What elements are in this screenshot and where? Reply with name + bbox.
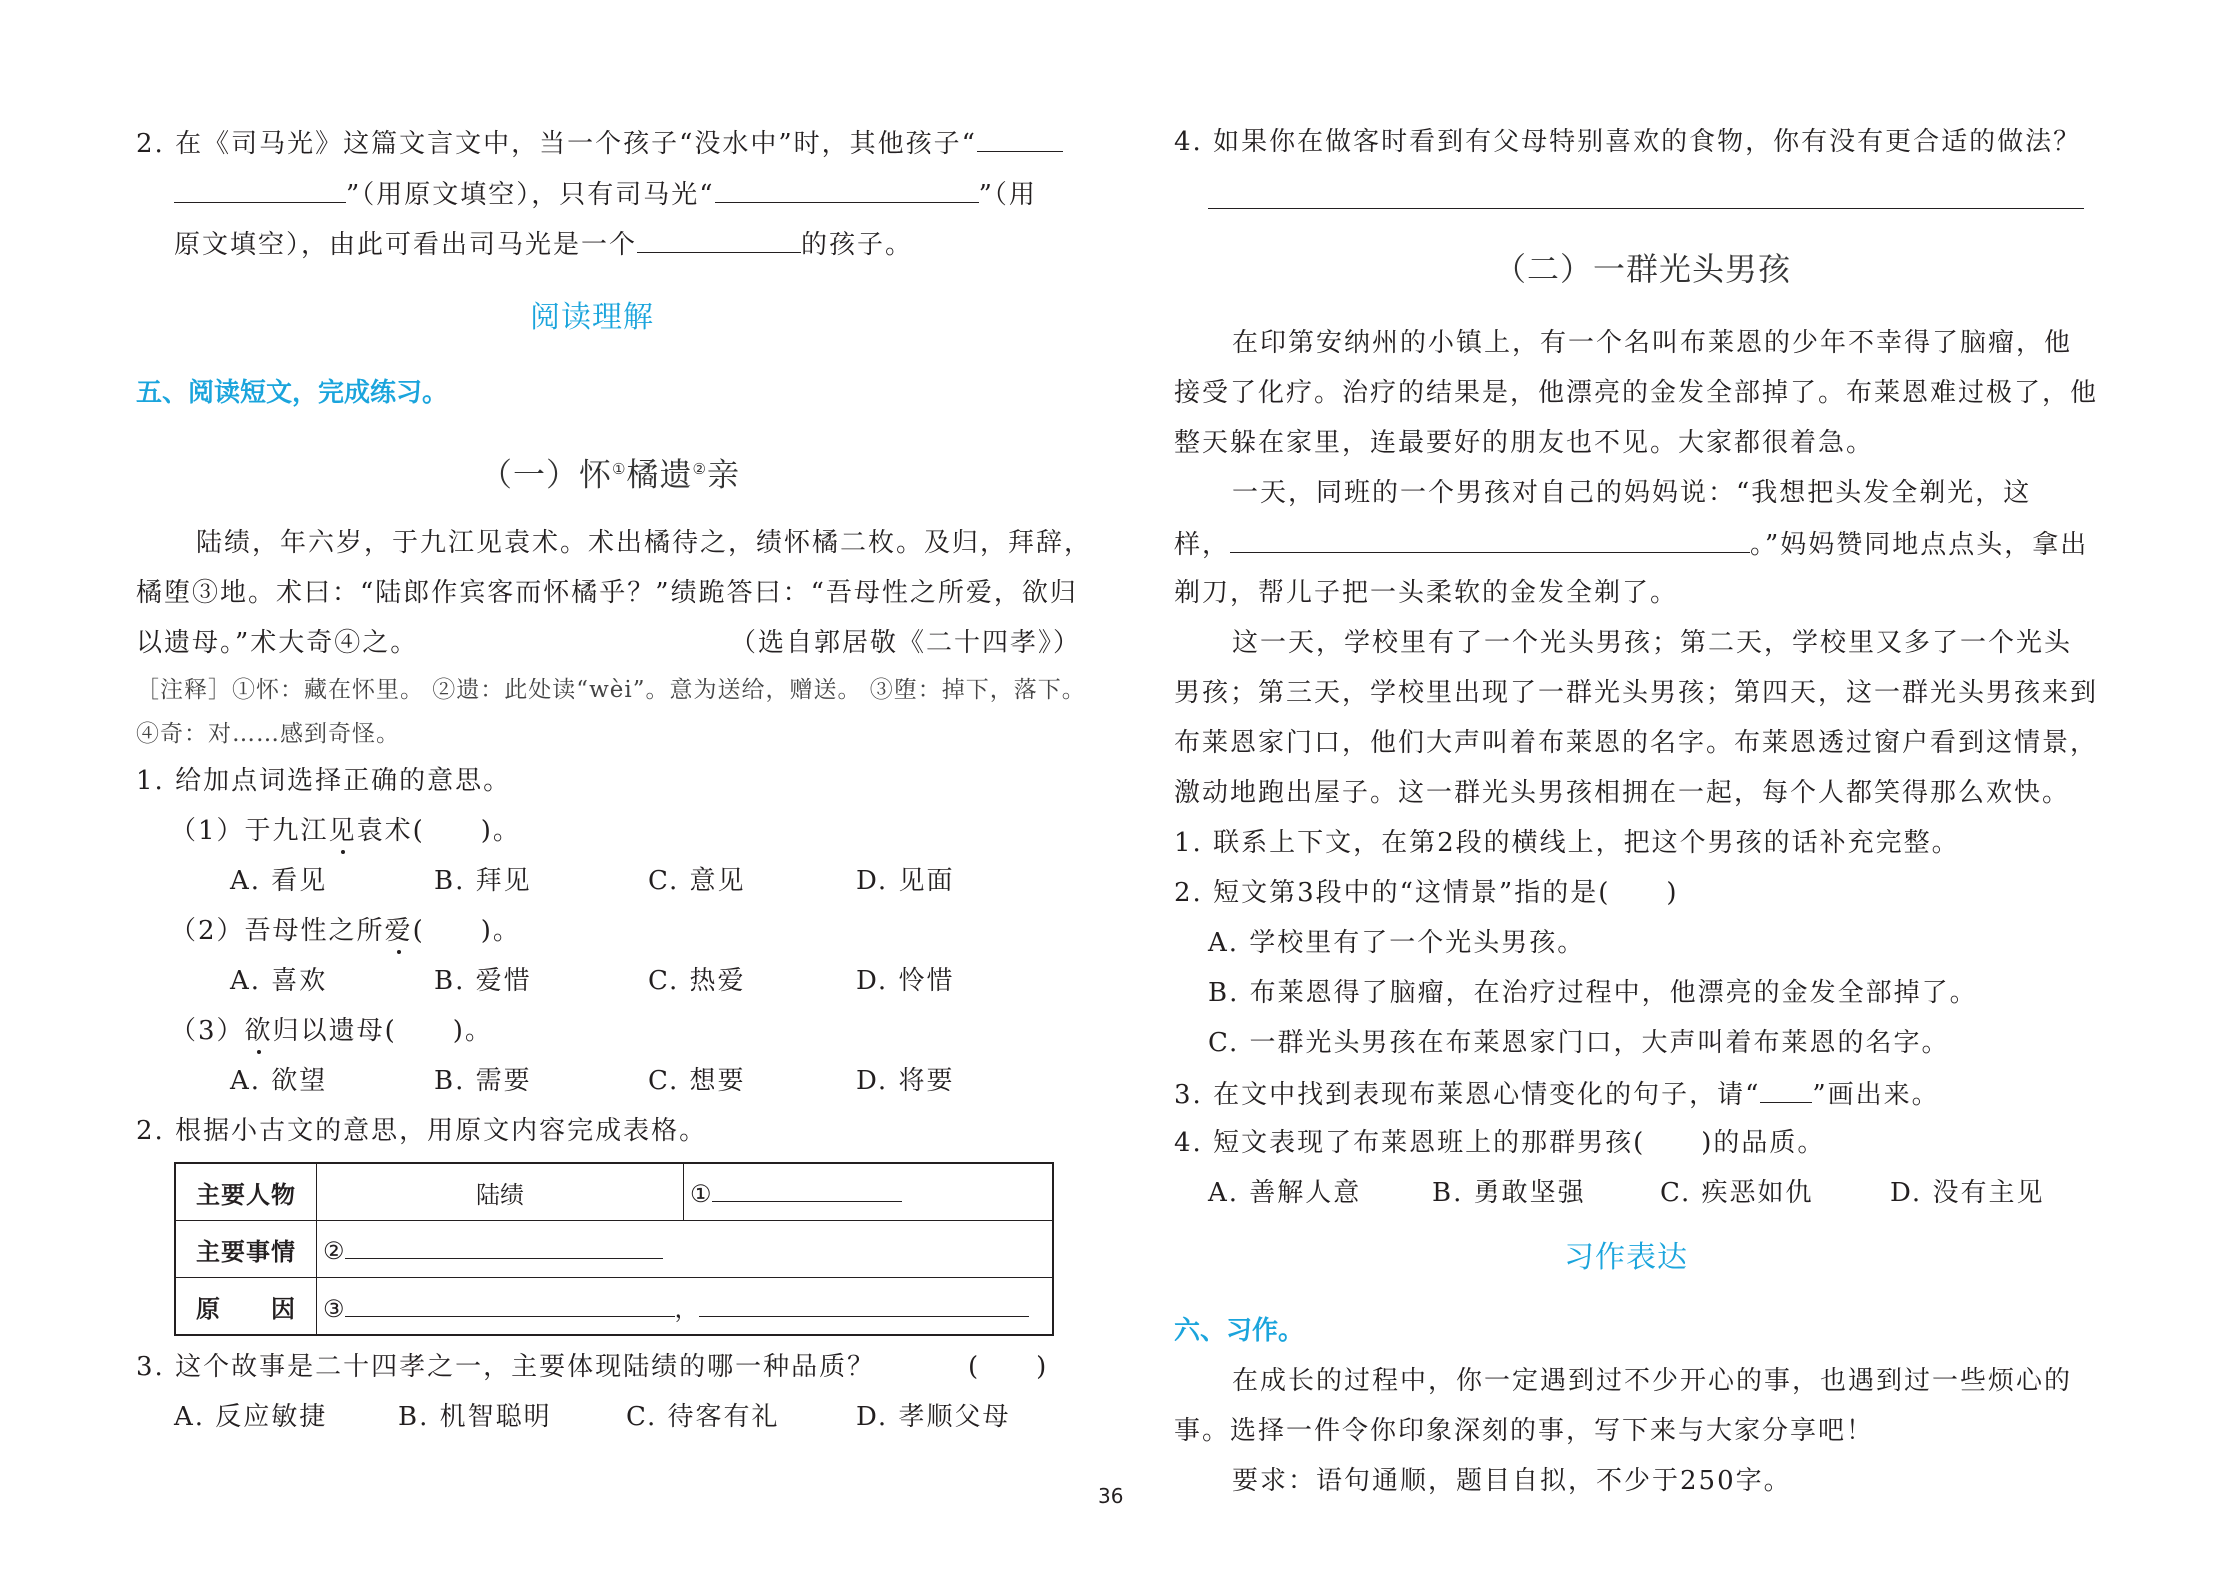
passage1-line1: 陆绩，年六岁，于九江见袁术。术出橘待之，绩怀橘二枚。及归，拜辞， bbox=[196, 528, 1093, 558]
passage2-p2-line2: 样， 。”妈妈赞同地点点头，拿出 bbox=[1174, 530, 2089, 560]
q3-answer-paren[interactable]: ( ) bbox=[968, 1352, 1049, 1382]
section-heading-reading: 阅读理解 bbox=[530, 300, 654, 335]
q1-sub3-opt-d: D. 将要 bbox=[856, 1066, 955, 1096]
passage2-title: （二）一群光头男孩 bbox=[1494, 250, 1792, 288]
q2-table-stem: 2. 根据小古文的意思，用原文内容完成表格。 bbox=[136, 1116, 708, 1146]
row-label-reason: 原 因 bbox=[175, 1278, 317, 1336]
passage2-p3-line1: 这一天，学校里有了一个光头男孩；第二天，学校里又多了一个光头 bbox=[1232, 628, 2073, 658]
q1-sub1: （1）于九江见袁术( )。 bbox=[170, 816, 521, 846]
p2-q4-opt-b: B. 勇敢坚强 bbox=[1432, 1178, 1586, 1208]
passage2-p1-line3: 整天躲在家里，连最要好的朋友也不见。大家都很着急。 bbox=[1174, 428, 1875, 458]
passage1-note1: ［注释］①怀：藏在怀里。 ②遗：此处读“wèi”。意为送给，赠送。 ③堕：掉下，落下。 bbox=[136, 677, 1086, 703]
q2-line3: 原文填空），由此可看出司马光是一个 的孩子。 bbox=[174, 230, 914, 260]
q1-sub1-opt-b: B. 拜见 bbox=[434, 866, 532, 896]
q3-opt-a: A. 反应敏捷 bbox=[174, 1402, 328, 1432]
q1-sub2-opt-d: D. 怜惜 bbox=[856, 966, 955, 996]
passage2-p3-line3: 布莱恩家门口，他们大声叫着布莱恩的名字。布莱恩透过窗户看到这情景， bbox=[1174, 728, 2099, 758]
q1-sub2-opt-c: C. 热爱 bbox=[648, 966, 746, 996]
passage1-source: （选自郭居敬《二十四孝》） bbox=[730, 628, 1082, 658]
row-label-event: 主要事情 bbox=[175, 1221, 317, 1278]
p2-q2-opt-b: B. 布莱恩得了脑瘤，在治疗过程中，他漂亮的金发全部掉了。 bbox=[1208, 978, 1978, 1008]
q1-sub3-opt-c: C. 想要 bbox=[648, 1066, 746, 1096]
blank-1[interactable]: ① bbox=[684, 1163, 1054, 1221]
q3-opt-c: C. 待客有礼 bbox=[626, 1402, 780, 1432]
row-value-people: 陆绩 bbox=[317, 1163, 684, 1221]
passage1-title: （一）怀①橘遗②亲 bbox=[480, 455, 740, 494]
passage2-p3-line4: 激动地跑出屋子。这一群光头男孩相拥在一起，每个人都笑得那么欢快。 bbox=[1174, 778, 2071, 808]
q1-sub1-opt-c: C. 意见 bbox=[648, 866, 746, 896]
section-heading-writing: 习作表达 bbox=[1564, 1240, 1688, 1275]
table-row bbox=[175, 1221, 1053, 1278]
p2-q2: 2. 短文第3段中的“这情景”指的是( ) bbox=[1174, 878, 1679, 908]
q1-sub1-opt-d: D. 见面 bbox=[856, 866, 955, 896]
section6-title: 六、习作。 bbox=[1174, 1316, 1305, 1346]
p2-q3: 3. 在文中找到表现布莱恩心情变化的句子，请“ ”画出来。 bbox=[1174, 1080, 1940, 1110]
p2-q2-opt-c: C. 一群光头男孩在布莱恩家门口，大声叫着布莱恩的名字。 bbox=[1208, 1028, 1950, 1058]
q2-line2: ”（用原文填空），只有司马光“ ”（用 bbox=[174, 178, 1037, 210]
passage2-p2-line3: 剃刀，帮儿子把一头柔软的金发全剃了。 bbox=[1174, 578, 1679, 608]
q1-sub2: （2）吾母性之所爱( )。 bbox=[170, 916, 521, 946]
p2-q4-opt-c: C. 疾恶如仇 bbox=[1660, 1178, 1814, 1208]
q4-answer-line[interactable] bbox=[1208, 208, 2084, 209]
q2-line1: 2. 在《司马光》这篇文言文中，当一个孩子“没水中”时，其他孩子“ bbox=[136, 127, 1063, 159]
page-number: 36 bbox=[1098, 1484, 1124, 1508]
row-label-people: 主要人物 bbox=[175, 1163, 317, 1221]
table-row bbox=[175, 1163, 1053, 1221]
blank-2[interactable]: ② bbox=[317, 1221, 1054, 1278]
passage1-line2: 橘堕③地。术曰：“陆郎作宾客而怀橘乎？”绩跪答曰：“吾母性之所爱，欲归 bbox=[136, 578, 1078, 608]
passage2-p1-line1: 在印第安纳州的小镇上，有一个名叫布莱恩的少年不幸得了脑瘤，他 bbox=[1232, 328, 2073, 358]
q1-sub1-opt-a: A. 看见 bbox=[230, 866, 328, 896]
q1-sub3-opt-b: B. 需要 bbox=[434, 1066, 532, 1096]
q1-stem: 1. 给加点词选择正确的意思。 bbox=[136, 766, 512, 796]
q1-sub3: （3）欲归以遗母( )。 bbox=[170, 1016, 493, 1046]
p2-q4: 4. 短文表现了布莱恩班上的那群男孩( )的品质。 bbox=[1174, 1128, 1826, 1158]
q3-opt-b: B. 机智聪明 bbox=[398, 1402, 552, 1432]
blank-3[interactable]: ③ ， bbox=[317, 1278, 1054, 1336]
q4-prev-stem: 4. 如果你在做客时看到有父母特别喜欢的食物，你有没有更合适的做法？ bbox=[1174, 127, 2082, 157]
passage2-p1-line2: 接受了化疗。治疗的结果是，他漂亮的金发全部掉了。布莱恩难过极了，他 bbox=[1174, 378, 2099, 408]
section5-title: 五、阅读短文，完成练习。 bbox=[136, 378, 449, 408]
passage1-note2: ④奇：对……感到奇怪。 bbox=[136, 721, 400, 747]
p2-q4-opt-a: A. 善解人意 bbox=[1208, 1178, 1362, 1208]
info-table bbox=[174, 1162, 1054, 1336]
p2-q1: 1. 联系上下文，在第2段的横线上，把这个男孩的话补充完整。 bbox=[1174, 828, 1960, 858]
q1-sub2-opt-a: A. 喜欢 bbox=[230, 966, 328, 996]
p2-q2-opt-a: A. 学校里有了一个光头男孩。 bbox=[1208, 928, 1586, 958]
passage1-line3: 以遗母。”术大奇④之。 bbox=[136, 628, 419, 658]
p2-q4-opt-d: D. 没有主见 bbox=[1890, 1178, 2045, 1208]
q3-stem: 3. 这个故事是二十四孝之一，主要体现陆绩的哪一种品质？ bbox=[136, 1352, 876, 1382]
q1-sub3-opt-a: A. 欲望 bbox=[230, 1066, 328, 1096]
passage2-p2-line1: 一天，同班的一个男孩对自己的妈妈说：“我想把头发全剃光，这 bbox=[1232, 478, 2032, 508]
writing-line1: 在成长的过程中，你一定遇到过不少开心的事，也遇到过一些烦心的 bbox=[1232, 1366, 2073, 1396]
q3-opt-d: D. 孝顺父母 bbox=[856, 1402, 1011, 1432]
writing-line2: 事。选择一件令你印象深刻的事，写下来与大家分享吧！ bbox=[1174, 1416, 1875, 1446]
table-row bbox=[175, 1278, 1053, 1336]
q1-sub2-opt-b: B. 爱惜 bbox=[434, 966, 532, 996]
writing-requirements: 要求：语句通顺，题目自拟，不少于250字。 bbox=[1232, 1466, 1792, 1496]
passage2-p3-line2: 男孩；第三天，学校里出现了一群光头男孩；第四天，这一群光头男孩来到 bbox=[1174, 678, 2099, 708]
